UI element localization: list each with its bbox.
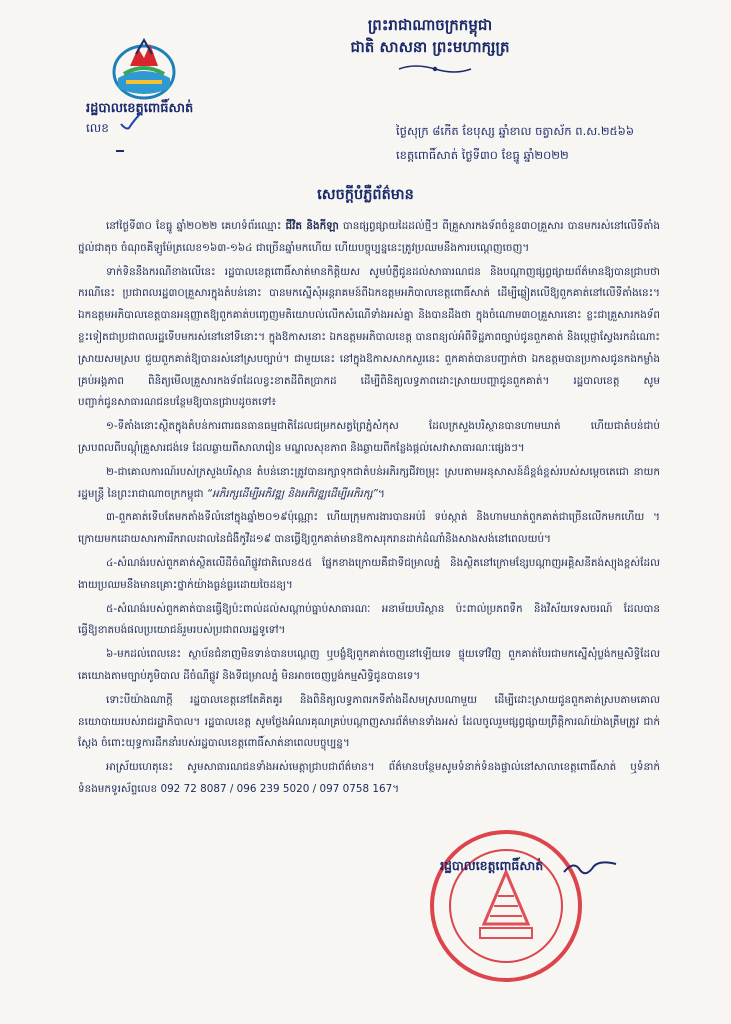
point-1: ១-ទីតាំងនោះស្ថិតក្នុងតំបន់ការពារធនធានធម្មជាតិដែលជម្រកសត្វព្រៃភ្នំសំកុស ដែលក្រសួងបរិស្ថានបានហាមឃាត់ ហើយជាតំបន់ជាប់ស្របពលពីបណ្តុំគ្រួសារជង់ទេ ដែលឆ្ងាយពីសាលារៀន មណ្ឌលសុខភាព និងឆ្ងាយពីកន្លែងផ្តល់សេវាសាធារណៈផ្សេងៗ។ bbox=[78, 420, 660, 454]
kingdom-name: ព្រះរាជាណាចក្រកម្ពុជា bbox=[367, 16, 493, 34]
handwritten-mark-icon bbox=[118, 108, 144, 134]
issuer-name: រដ្ឋបាលខេត្តពោធិ៍សាត់ bbox=[86, 101, 194, 116]
point-3: ៣-ពួកគាត់ទើបតែមកតាំងទីលំនៅក្នុងឆ្នាំ២០១៩ប៉ុណ្ណោះ ហើយក្រុមការងារបានអប់រំ ទប់ស្កាត់ និងហាមឃាត់ពួកគាត់ជាច្រើនលើកមកហើយ ។ ក្រោយមកដោយសារការរីករាលដាលនៃជំងឺកូវីដ១៩ បានធ្វើឱ្យពួកគាត់មានឱកាសរុករានដាក់ដំណាំនិងសាងសង់នៅពេលយប់។ bbox=[78, 511, 660, 546]
document-body bbox=[78, 216, 660, 803]
document-title: សេចក្តីបំភ្លឺព័ត៌មាន bbox=[317, 186, 414, 203]
paragraph-contact: អាស្រ័យហេតុនេះ សូមសាធារណជនទាំងអស់មេត្តាជ្រាបជាព័ត៌មាន។ ព័ត៌មានបន្ថែមសូមទំនាក់ទំនងផ្ទាល់នៅសាលាខេត្តពោធិ៍សាត់ ឬទំនាក់ទំនងមកទូរស័ព្ទលេខ 092 72 8087 / 096 239 5020 / 097 0758 167។ bbox=[78, 761, 660, 795]
official-stamp-icon bbox=[428, 828, 584, 984]
reference-dash bbox=[116, 150, 124, 152]
paragraph-commitment: ទោះបីយ៉ាងណាក្តី រដ្ឋបាលខេត្តនៅតែគិតគូរ និងពិនិត្យលទ្ធភាពរកទីតាំងដីសមស្របណាមួយ ដើម្បីដោះស្រាយជូនពួកគាត់ស្របតាមគោលនយោបាយរបស់រាជរដ្ឋាភិបាល។ រដ្ឋបាលខេត្ត សូមថ្លែងអំណរគុណគ្រប់បណ្តាញសារព័ត៌មានទាំងអស់ ដែលចូលរួមផ្សព្វផ្សាយព្រឹត្តិការណ៍យ៉ាងត្រឹមត្រូវ ជាក់ស្តែង ចំពោះយុទ្ធការដឹកនាំរបស់រដ្ឋបាលខេត្តពោធិ៍សាត់នាពេលបច្ចុប្បន្ន។ bbox=[78, 693, 660, 750]
date-solar: ខេត្តពោធិ៍សាត់ ថ្ងៃទី៣០ ខែធ្នូ ឆ្នាំ២០២២ bbox=[396, 148, 569, 162]
provincial-logo-icon bbox=[108, 34, 180, 102]
point-6: ៦-មកដល់ពេលនេះ ស្ថាប័នជំនាញមិនទាន់បានបណ្តេញ ឬបង្ខំឱ្យពួកគាត់ចេញនៅឡើយទេ ផ្ទុយទៅវិញ ពួកគាត់បែរជាមកស្នើសុំប្លង់កម្មសិទ្ធិដែលគេយោងតាមច្បាប់ភូមិបាល ដីចំណីផ្លូវ និងទីជម្រាលភ្នំ មិនអាចចេញប្លង់កម្មសិទ្ធិជូនបានទេ។ bbox=[78, 648, 660, 682]
phone-numbers: 092 72 8087 / 096 239 5020 / 097 0758 167 bbox=[160, 782, 393, 795]
paragraph-intro: នៅថ្ងៃទី៣០ ខែធ្នូ ឆ្នាំ២០២២ គេហទំព័រឈ្មោះ ជីវិត និងកីឡា បានផ្សព្វផ្សាយដៃដល់ថ្មីៗ ពីគ្រួសារកងទ័ពចំនួន៣០គ្រួសារ បានមករស់នៅលើទីតាំងថ្នល់ជាតុច ចំណុចគីឡូម៉ែត្រលេខ១៦៣-១៦៤ ជាច្រើនឆ្នាំមកហើយ ហើយបច្ចុប្បន្ននេះត្រូវប្រឈមនឹងការបណ្តេញចេញ។ bbox=[78, 220, 660, 254]
date-lunar: ថ្ងៃសុក្រ ៨កើត ខែបុស្ស ឆ្នាំខាល ចត្វាស័ក ព.ស.២៥៦៦ bbox=[396, 124, 634, 138]
nation-religion-king: ជាតិ សាសនា ព្រះមហាក្សត្រ bbox=[350, 38, 510, 56]
signatory-title: រដ្ឋបាលខេត្តពោធិ៍សាត់ bbox=[440, 858, 544, 873]
signature-icon bbox=[560, 856, 620, 880]
point-5: ៥-សំណង់របស់ពួកគាត់បានធ្វើឱ្យប៉ះពាល់ដល់សណ្តាប់ធ្នាប់សាធារណៈ អនាម័យបរិស្ថាន ប៉ះពាល់ប្រភពទឹក និងវិស័យទេសចរណ៍ ដែលបានធ្វើឱ្យខាតបង់ផលប្រយោជន៍រួមរបស់ប្រជាពលរដ្ឋទូទៅ។ bbox=[78, 602, 660, 637]
website-name: ជីវិត និងកីឡា bbox=[285, 220, 339, 232]
kingdom-motto bbox=[300, 14, 560, 58]
point-4: ៤-សំណង់របស់ពួកគាត់ស្ថិតលើដីចំណីផ្លូវជាតិលេខ៥៥ ផ្នែកខាងក្រោយគឺជាទីជម្រាលភ្នំ និងស្ថិតនៅក្រោមខ្សែបណ្តាញអគ្គិសនីតង់ស្យុងខ្ពស់ដែលងាយប្រឈមនឹងមានគ្រោះថ្នាក់យ៉ាងធ្ងន់ធ្ងរដោយចៃដន្យ។ bbox=[78, 556, 660, 591]
paragraph-clarification: ទាក់ទិននឹងករណីខាងលើនេះ រដ្ឋបាលខេត្តពោធិ៍សាត់មានកិត្តិយស សូមបំភ្លឺជូនដល់សាធារណជន និងបណ្តាញផ្សព្វផ្សាយព័ត៌មានឱ្យបានជ្រាបថា ករណីនេះ ប្រជាពលរដ្ឋ៣០គ្រួសារក្នុងតំបន់នោះ បានមកស្នើសុំអន្តរាគមន៍ពីឯកឧត្តមអភិបាលខេត្តពោធិ៍សាត់ ដើម្បីឆ្លៀតលើឱ្យពួកគាត់នៅលើទីតាំងនេះ។ ឯកឧត្តមអភិបាលខេត្តបានអនុញ្ញាតឱ្យពួកគាត់បញ្ចេញមតិយោបល់លើកសំណើទាំងអស់គ្នា និងបានដឹងថា ក្នុងចំណោម៣០គ្រួសារនោះ ខ្លះជាគ្រួសារកងទ័ព ខ្លះទៀតជាប្រជាពលរដ្ឋទើបមករស់នៅនៅទីនោះ។ ក្នុងឱកាសនោះ ឯកឧត្តមអភិបាលខេត្ត បានពន្យល់អំពីទិដ្ឋភាពច្បាប់ជូនពួកគាត់ និងប្តេជ្ញាស្វែងរកដំណោះស្រាយសមស្រប ជួយពួកគាត់ឱ្យបានរស់នៅស្របច្បាប់។ ជាមួយនេះ នៅក្នុងឱកាសសាកសួរនេះ ពួកគាត់បានបញ្ជាក់ថា ឯកឧត្តមបានប្រកាសជូនកងកម្លាំងគ្រប់អង្គភាព ពិនិត្យមើលគ្រួសារកងទ័ពដែលខ្វះខាតដីពិតប្រាកដ ដើម្បីពិនិត្យលទ្ធភាពដោះស្រាយបញ្ហាជូនពួកគាត់។ រដ្ឋបាលខេត្ត សូមបញ្ជាក់ជូនសាធារណជនបន្ថែមឱ្យបានជ្រាបដូចតទៅ៖ bbox=[78, 265, 660, 409]
ornament-divider-icon bbox=[395, 62, 475, 76]
reference-label: លេខ bbox=[86, 121, 109, 135]
point-2: ២-ជាគោលការណ៍របស់ក្រសួងបរិស្ថាន តំបន់នោះត្រូវបានរក្សាទុកជាតំបន់អភិរក្សជីវចម្រុះ ស្របតាមអនុសាសន៍ដ៏ខ្ពង់ខ្ពស់របស់សម្តេចតេជោ នាយករដ្ឋមន្ត្រី នៃព្រះរាជាណាចក្រកម្ពុជា “អភិរក្សដើម្បីអភិវឌ្ឍ និងអភិវឌ្ឍដើម្បីអភិរក្ស”។ bbox=[78, 465, 660, 500]
motto-quote: “អភិរក្សដើម្បីអភិវឌ្ឍ និងអភិវឌ្ឍដើម្បីអភិរក្ស” bbox=[206, 487, 378, 500]
